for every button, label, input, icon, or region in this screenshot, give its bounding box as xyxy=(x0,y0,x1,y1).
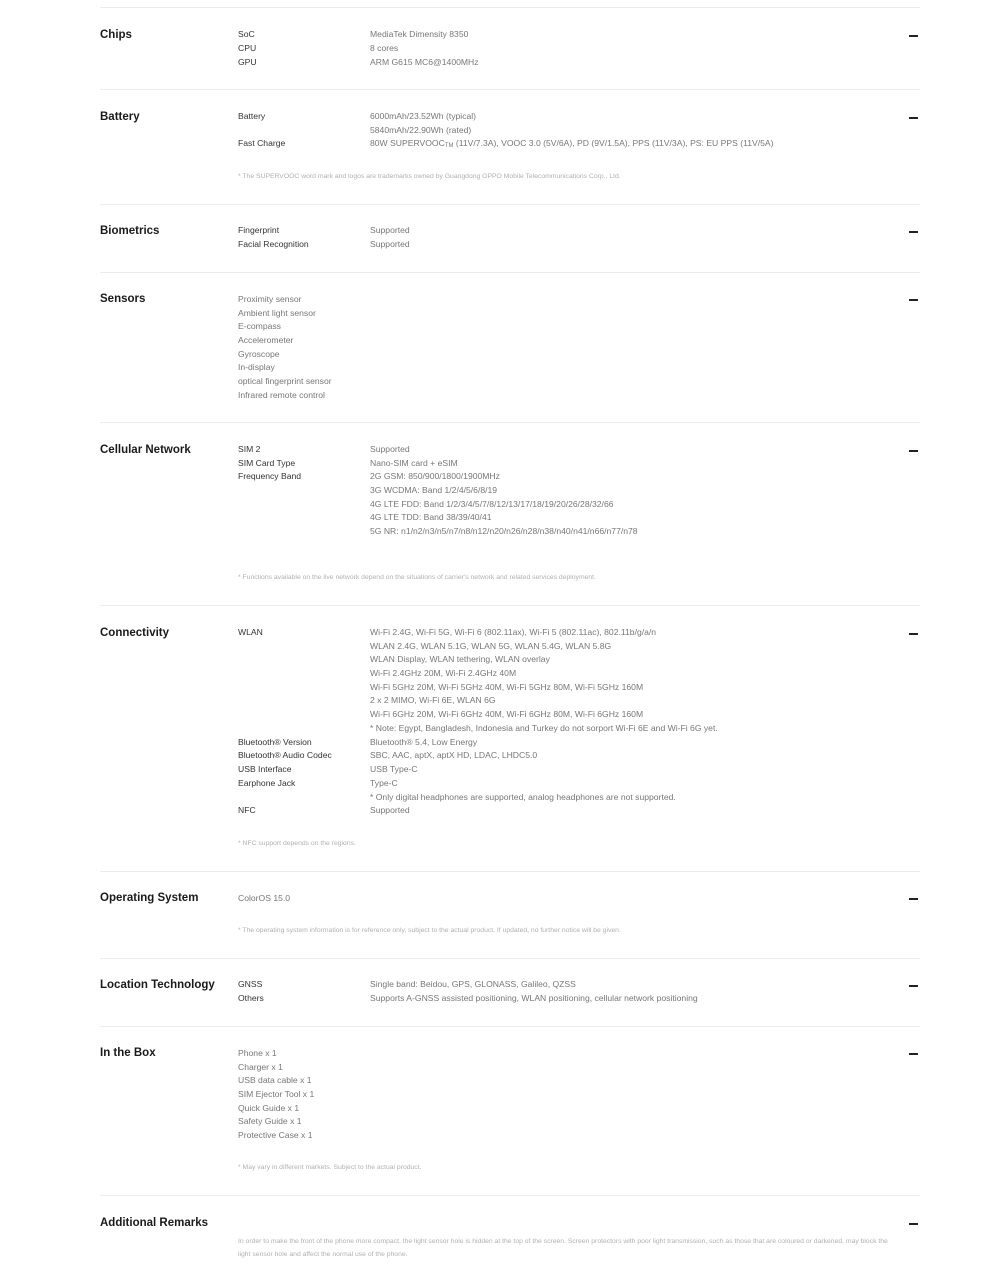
spec-label: Bluetooth® Audio Codec xyxy=(238,750,332,760)
spec-value: Wi-Fi 5GHz 20M, Wi-Fi 5GHz 40M, Wi-Fi 5GHz 80M, Wi-Fi 5GHz 160M xyxy=(370,682,644,692)
spec-row xyxy=(238,57,918,71)
spec-row xyxy=(238,682,918,696)
spec-value: 2 x 2 MIMO, Wi-Fi 6E, WLAN 6G xyxy=(370,695,496,705)
spec-value: WLAN Display, WLAN tethering, WLAN overlay xyxy=(370,654,550,664)
spec-row xyxy=(238,512,918,526)
divider xyxy=(100,7,920,8)
spec-value: 2G GSM: 850/900/1800/1900MHz xyxy=(370,471,500,481)
spec-row xyxy=(238,778,918,792)
divider xyxy=(100,1026,920,1027)
spec-value: Supported xyxy=(370,444,410,454)
spec-label: USB Interface xyxy=(238,764,292,774)
spec-value: Wi-Fi 2.4GHz 20M, Wi-Fi 2.4GHz 40M xyxy=(370,668,517,678)
spec-value: Bluetooth® 5.4, Low Energy xyxy=(370,737,478,747)
spec-row xyxy=(238,750,918,764)
spec-row xyxy=(238,526,918,540)
list-item: Proximity sensor xyxy=(238,294,302,304)
spec-value: WLAN 2.4G, WLAN 5.1G, WLAN 5G, WLAN 5.4G, WLAN 5.8G xyxy=(370,641,612,651)
spec-label: Fast Charge xyxy=(238,138,286,148)
spec-row xyxy=(238,993,918,1007)
spec-value: Nano-SIM card + eSIM xyxy=(370,458,458,468)
spec-value: 4G LTE FDD: Band 1/2/3/4/5/7/8/12/13/17/18/19/20/26/28/32/66 xyxy=(370,499,614,509)
spec-value: 5G NR: n1/n2/n3/n5/n7/n8/n12/n20/n26/n28/n38/n40/n41/n66/n77/n78 xyxy=(370,526,638,536)
section-title-remarks: Additional Remarks xyxy=(100,1217,208,1229)
spec-value: Supported xyxy=(370,225,410,235)
collapse-icon[interactable] xyxy=(909,1053,918,1055)
list-item: Protective Case x 1 xyxy=(238,1130,313,1140)
list-item: SIM Ejector Tool x 1 xyxy=(238,1089,315,1099)
spec-row xyxy=(238,43,918,57)
spec-value xyxy=(370,138,774,149)
spec-row xyxy=(238,979,918,993)
spec-row xyxy=(238,627,918,641)
section-title-battery: Battery xyxy=(100,111,140,123)
remark-text: In order to make the front of the phone more compact, the light sensor hole is hidden at the top of the screen. Screen protectors with poor light transmission, such as those that are coloured or darkened, may block the light sensor hole and affect the normal use of the phone. xyxy=(238,1238,888,1258)
list-item: Ambient light sensor xyxy=(238,308,316,318)
spec-row xyxy=(238,737,918,751)
fast-charge-name: 80W SUPERVOOC xyxy=(370,138,445,148)
spec-row xyxy=(238,111,918,125)
list-item: Charger x 1 xyxy=(238,1062,283,1072)
spec-value: Supports A-GNSS assisted positioning, WLAN positioning, cellular network positioning xyxy=(370,993,698,1003)
collapse-icon[interactable] xyxy=(909,1223,918,1225)
spec-label: SoC xyxy=(238,29,255,39)
spec-label: GPU xyxy=(238,57,257,67)
list-item: Safety Guide x 1 xyxy=(238,1116,302,1126)
list-item: USB data cable x 1 xyxy=(238,1075,312,1085)
section-title-connectivity: Connectivity xyxy=(100,627,170,639)
trademark-mark: TM xyxy=(444,143,454,149)
spec-value: SBC, AAC, aptX, aptX HD, LDAC, LHDC5.0 xyxy=(370,750,538,760)
footnote: * The operating system information is for reference only, subject to the actual product. If updated, no further notice will be given. xyxy=(238,927,621,934)
section-title-location: Location Technology xyxy=(100,979,215,991)
spec-label: Facial Recognition xyxy=(238,239,309,249)
spec-value: Wi-Fi 6GHz 20M, Wi-Fi 6GHz 40M, Wi-Fi 6GHz 80M, Wi-Fi 6GHz 160M xyxy=(370,709,644,719)
spec-value: 4G LTE TDD: Band 38/39/40/41 xyxy=(370,512,492,522)
section-title-biometrics: Biometrics xyxy=(100,225,160,237)
divider xyxy=(100,871,920,872)
list-item: Gyroscope xyxy=(238,349,280,359)
divider xyxy=(100,605,920,606)
divider xyxy=(100,958,920,959)
list-item: Infrared remote control xyxy=(238,390,325,400)
spec-row xyxy=(238,471,918,485)
spec-row xyxy=(238,125,918,139)
list-item: Quick Guide x 1 xyxy=(238,1103,300,1113)
spec-value: 3G WCDMA: Band 1/2/4/5/6/8/19 xyxy=(370,485,498,495)
spec-row xyxy=(238,499,918,513)
spec-row xyxy=(238,764,918,778)
spec-value: Single band: Beidou, GPS, GLONASS, Galileo, QZSS xyxy=(370,979,576,989)
spec-value: Supported xyxy=(370,805,410,815)
spec-value: MediaTek Dimensity 8350 xyxy=(370,29,469,39)
section-title-os: Operating System xyxy=(100,892,199,904)
list-item: E-compass xyxy=(238,321,281,331)
spec-label: Others xyxy=(238,993,264,1003)
spec-row xyxy=(238,458,918,472)
spec-row xyxy=(238,668,918,682)
footnote: * The SUPERVOOC word mark and logos are trademarks owned by Guangdong OPPO Mobile Telecommunications Corp., Ltd. xyxy=(238,173,621,180)
section-title-sensors: Sensors xyxy=(100,293,146,305)
spec-label: CPU xyxy=(238,43,257,53)
spec-row xyxy=(238,239,918,253)
spec-label: NFC xyxy=(238,805,256,815)
divider xyxy=(100,272,920,273)
spec-value: Supported xyxy=(370,239,410,249)
spec-label: Battery xyxy=(238,111,266,121)
divider xyxy=(100,89,920,90)
spec-value: Wi-Fi 2.4G, Wi-Fi 5G, Wi-Fi 6 (802.11ax), Wi-Fi 5 (802.11ac), 802.11b/g/a/n xyxy=(370,627,657,637)
spec-row xyxy=(238,654,918,668)
list-item: Phone x 1 xyxy=(238,1048,277,1058)
spec-row xyxy=(238,641,918,655)
spec-value: * Note: Egypt, Bangladesh, Indonesia and Turkey do not sorport Wi-Fi 6E and Wi-Fi 6G yet. xyxy=(370,723,718,733)
collapse-icon[interactable] xyxy=(909,898,918,900)
spec-label: SIM 2 xyxy=(238,444,261,454)
spec-row xyxy=(238,695,918,709)
divider xyxy=(100,1195,920,1196)
os-version: ColorOS 15.0 xyxy=(238,893,291,903)
spec-row xyxy=(238,225,918,239)
spec-label: SIM Card Type xyxy=(238,458,296,468)
spec-value: ARM G615 MC6@1400MHz xyxy=(370,57,479,67)
spec-row xyxy=(238,485,918,499)
spec-row xyxy=(238,723,918,737)
section-title-cellular: Cellular Network xyxy=(100,444,191,456)
spec-value: 8 cores xyxy=(370,43,399,53)
spec-value: Type-C xyxy=(370,778,398,788)
spec-value: 6000mAh/23.52Wh (typical) xyxy=(370,111,477,121)
spec-label: GNSS xyxy=(238,979,263,989)
spec-label: WLAN xyxy=(238,627,263,637)
list-item: Accelerometer xyxy=(238,335,294,345)
list-item: In-display xyxy=(238,362,275,372)
list-item: optical fingerprint sensor xyxy=(238,376,332,386)
spec-row xyxy=(238,444,918,458)
spec-label: Fingerprint xyxy=(238,225,280,235)
spec-row xyxy=(238,805,918,819)
spec-row xyxy=(238,29,918,43)
divider xyxy=(100,422,920,423)
spec-row xyxy=(238,792,918,806)
spec-value: * Only digital headphones are supported, analog headphones are not supported. xyxy=(370,792,676,802)
footnote: * Functions available on the live network depend on the situations of carrier's network and related services deployment. xyxy=(238,574,596,581)
spec-value: 5840mAh/22.90Wh (rated) xyxy=(370,125,472,135)
spec-row xyxy=(238,138,918,152)
footnote: * NFC support depends on the regions. xyxy=(238,840,356,847)
spec-value: USB Type-C xyxy=(370,764,418,774)
divider xyxy=(100,204,920,205)
section-title-box: In the Box xyxy=(100,1047,156,1059)
spec-label: Frequency Band xyxy=(238,471,302,481)
spec-label: Earphone Jack xyxy=(238,778,296,788)
fast-charge-detail: (11V/7.3A), VOOC 3.0 (5V/6A), PD (9V/1.5A), PPS (11V/3A), PS: EU PPS (11V/5A) xyxy=(453,138,774,148)
section-title-chips: Chips xyxy=(100,29,132,41)
collapse-icon[interactable] xyxy=(909,299,918,301)
spec-label: Bluetooth® Version xyxy=(238,737,312,747)
spec-row xyxy=(238,709,918,723)
footnote: * May vary in different markets. Subject to the actual product. xyxy=(238,1164,422,1171)
